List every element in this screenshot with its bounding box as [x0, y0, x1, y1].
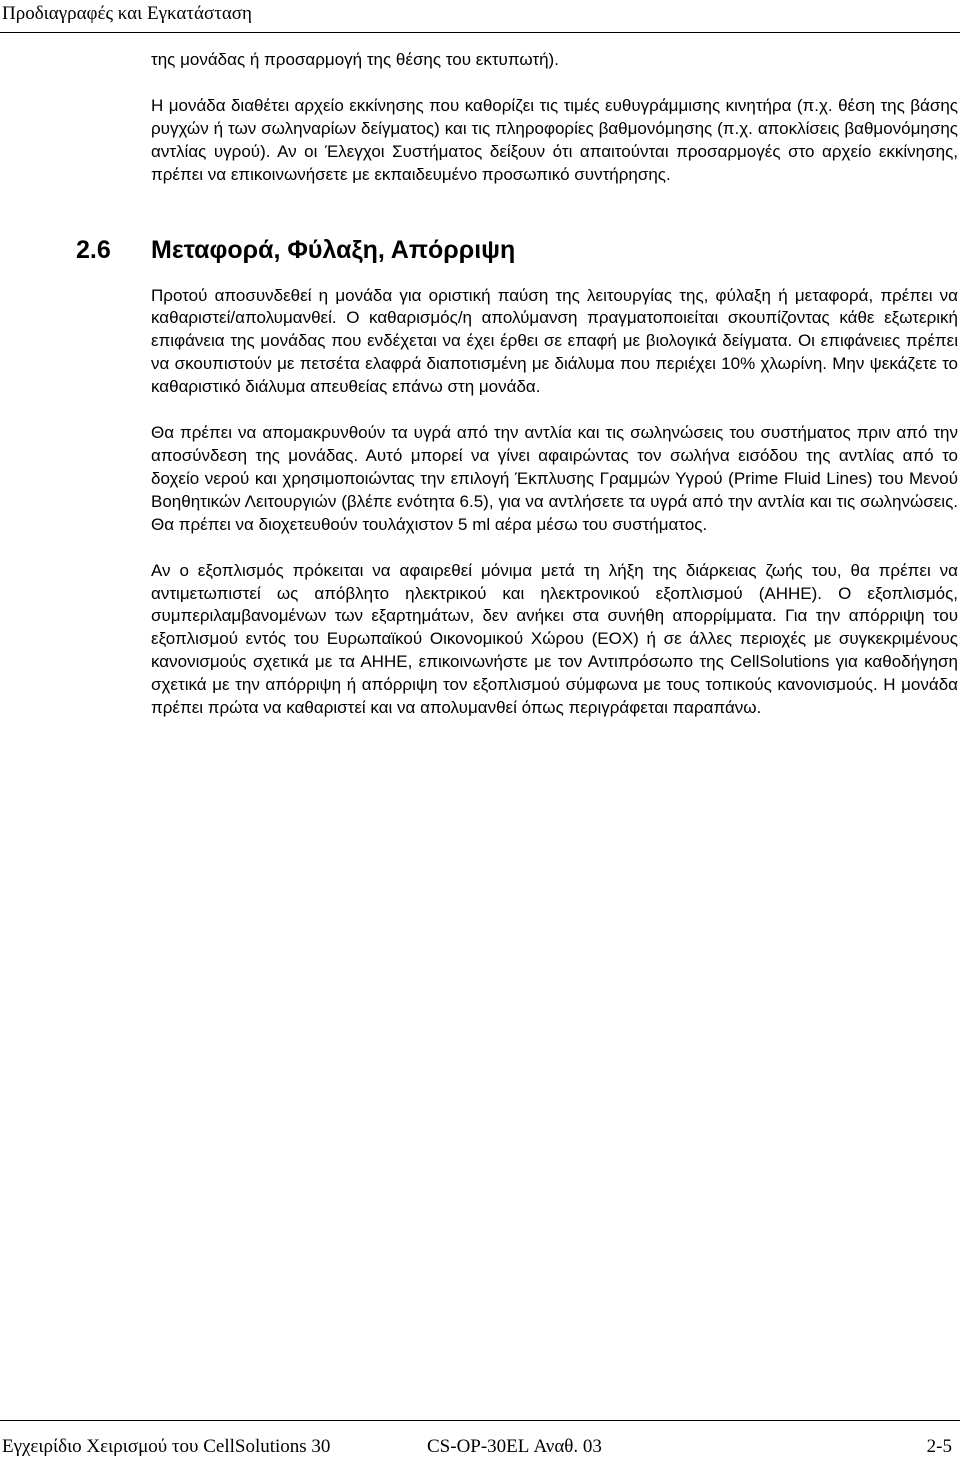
- fluids-paragraph: Θα πρέπει να απομακρυνθούν τα υγρά από την αντλία και τις σωληνώσεις του συστήματος πριν από την αποσύνδεση της μονάδας. Αυτό μπορεί να γίνει αφαιρώντας τον σωλήνα εισόδου της αντλίας από το δοχείο νερού και χρησιμοποιώντας την επιλογή Έκπλυσης Γραμμών Υγρού (Prime Fluid Lines) του Μενού Βοηθητικών Λειτουργιών (βλέπε ενότητα 6.5), για να αντλήσετε τα υγρά από την αντλία και τις σωληνώσεις. Θα πρέπει να διοχετευθούν τουλάχιστον 5 ml αέρα μέσω του συστήματος.: [151, 423, 958, 534]
- startup-file-paragraph: Η μονάδα διαθέτει αρχείο εκκίνησης που καθορίζει τις τιμές ευθυγράμμισης κινητήρα (π.χ. θέση της βάσης ρυγχών ή των σωληναρίων δείγματος) και τις πληροφορίες βαθμονόμησης (π.χ. αποκλίσεις βαθμονόμησης αντλίας υγρού). Αν οι Έλεγχοι Συστήματος δείξουν ότι απαιτούνται προσαρμογές στο αρχείο εκκίνησης, πρέπει να επικοινωνήσετε με εκπαιδευμένο προσωπικό συντήρησης.: [151, 95, 958, 184]
- section-heading: [76, 235, 958, 265]
- cleaning-paragraph: Προτού αποσυνδεθεί η μονάδα για οριστική παύση της λειτουργίας της, φύλαξη ή μεταφορά, πρέπει να καθαριστεί/απολυμανθεί. Ο καθαρισμός/η απολύμανση πραγματοποιείται σκουπίζοντας κάθε εξωτερική επιφάνεια της μονάδας που ενδέχεται να έχει έρθει σε επαφή με βιολογικά δείγματα. Οι επιφάνειες πρέπει να σκουπιστούν με πετσέτα ελαφρά διαποτισμένη με διάλυμα που περιέχει 10% χλωρίνη. Μην ψεκάζετε το καθαριστικό διάλυμα απευθείας επάνω στη μονάδα.: [151, 285, 958, 397]
- footer-document-code: CS-OP-30EL Αναθ. 03: [427, 1436, 602, 1457]
- header-title: Προδιαγραφές και Εγκατάσταση: [2, 3, 252, 24]
- intro-paragraph: της μονάδας ή προσαρμογή της θέσης του εκτυπωτή).: [151, 50, 559, 69]
- page-footer: [0, 1420, 960, 1458]
- footer-page-number: 2-5: [926, 1436, 952, 1457]
- section-title: Μεταφορά, Φύλαξη, Απόρριψη: [151, 235, 516, 264]
- section-number: 2.6: [76, 235, 111, 264]
- page-header: [0, 0, 960, 33]
- disposal-paragraph: Αν ο εξοπλισμός πρόκειται να αφαιρεθεί μόνιμα μετά τη λήξη της διάρκειας ζωής του, θα πρέπει να αντιμετωπιστεί ως απόβλητο ηλεκτρικού και ηλεκτρονικού εξοπλισμού (ΑΗΗΕ). Ο εξοπλισμός, συμπεριλαμβανομένων των εξαρτημάτων, δεν ανήκει στα συνήθη απορρίμματα. Για την απόρριψη του εξοπλισμού εντός του Ευρωπαϊκού Οικονομικού Χώρου (ΕΟΧ) ή σε άλλες περιοχές με συγκεκριμένους κανονισμούς σχετικά με τα ΑΗΗΕ, επικοινωνήστε με τον Αντιπρόσωπο της CellSolutions για καθοδήγηση σχετικά με την απόρριψη ή απόρριψη τον εξοπλισμού σύμφωνα με τους τοπικούς κανονισμούς. Η μονάδα πρέπει πρώτα να καθαριστεί και να απολυμανθεί όπως περιγράφεται παραπάνω.: [151, 560, 958, 718]
- document-body: [76, 49, 958, 720]
- footer-manual-title: Εγχειρίδιο Χειρισμού του CellSolutions 30: [2, 1436, 331, 1457]
